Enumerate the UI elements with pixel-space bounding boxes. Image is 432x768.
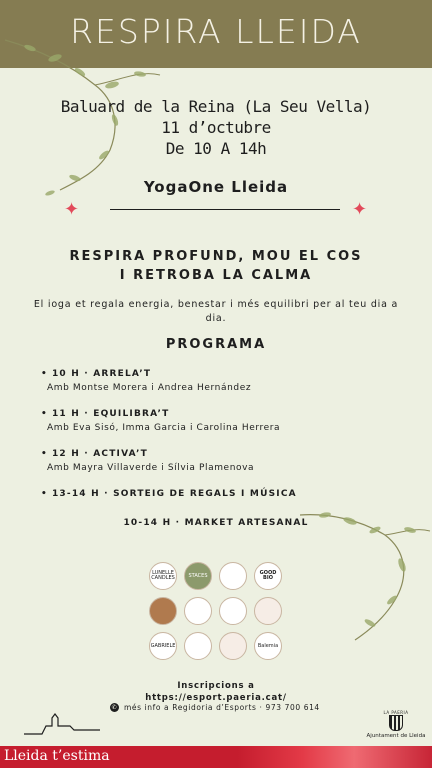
sponsor-logo xyxy=(254,597,282,625)
program-item-title: 10 H · ARRELA’T xyxy=(51,369,152,379)
sponsor-logo xyxy=(149,597,177,625)
ajuntament-logo xyxy=(365,710,427,739)
page-title: RESPIRA LLEIDA xyxy=(70,12,362,51)
brand-name: YogaOne Lleida xyxy=(143,178,289,196)
seu-vella-skyline-icon xyxy=(22,712,102,736)
program-item-people: Amb Mayra Villaverde i Sílvia Plamenova xyxy=(47,463,255,473)
sponsor-logo: GOOD BIO xyxy=(254,562,282,590)
program-item xyxy=(41,448,387,474)
sponsor-logo xyxy=(219,632,247,660)
footer-bar xyxy=(0,746,432,768)
bullet-icon: • xyxy=(41,489,48,499)
bullet-icon: • xyxy=(41,409,48,419)
program-list xyxy=(41,368,387,514)
divider xyxy=(110,209,340,210)
program-item-people: Amb Eva Sisó, Imma Garcia i Carolina Herrera xyxy=(47,423,281,433)
sparkle-icon: ✦ xyxy=(352,199,368,220)
paeria-label: LA PAERIA xyxy=(383,710,409,715)
crest-icon xyxy=(389,715,403,731)
bullet-icon: • xyxy=(41,449,48,459)
signup-label: Inscripcions a xyxy=(177,681,255,691)
sponsor-logo: STACES xyxy=(184,562,212,590)
sponsor-logo xyxy=(219,597,247,625)
program-item xyxy=(41,368,387,394)
tagline xyxy=(0,247,432,285)
event-venue: Baluard de la Reina (La Seu Vella) xyxy=(60,97,372,116)
sparkle-icon: ✦ xyxy=(64,199,80,220)
signup-info xyxy=(0,680,432,704)
phone-icon: ✆ xyxy=(111,704,118,711)
event-details xyxy=(0,96,432,159)
market-text: 10-14 H · MARKET ARTESANAL xyxy=(123,518,309,528)
program-item xyxy=(41,408,387,434)
program-item-people: Amb Montse Morera i Andrea Hernández xyxy=(47,383,252,393)
sponsor-logo: LUNELLE CANDLES xyxy=(149,562,177,590)
sponsor-logo xyxy=(184,632,212,660)
contact-info xyxy=(110,703,340,712)
ajuntament-name: Ajuntament de Lleida xyxy=(366,733,426,739)
bullet-icon: • xyxy=(41,369,48,379)
program-item-title: 11 H · EQUILIBRA’T xyxy=(51,409,170,419)
tagline-line-2: I RETROBA LA CALMA xyxy=(119,268,313,283)
program-item-title: 13-14 H · SORTEIG DE REGALS I MÚSICA xyxy=(51,489,297,499)
sponsor-logo: GABRIELE xyxy=(149,632,177,660)
event-date: 11 d’octubre xyxy=(161,118,271,137)
event-time: De 10 A 14h xyxy=(165,139,267,158)
program-item-title: 12 H · ACTIVA’T xyxy=(51,449,148,459)
signup-link[interactable]: https://esport.paeria.cat/ xyxy=(145,693,287,703)
intro-text: El ioga et regala energia, benestar i més equilibri per al teu dia a dia. xyxy=(33,299,399,324)
sponsor-logo xyxy=(184,597,212,625)
tagline-line-1: RESPIRA PROFUND, MOU EL COS xyxy=(69,249,363,264)
sponsor-logo: Balemia xyxy=(254,632,282,660)
sponsor-logo xyxy=(219,562,247,590)
contact-text: més info a Regidoria d’Esports · 973 700 614 xyxy=(124,703,320,712)
footer-slogan: Lleida t’estima xyxy=(4,748,110,764)
program-item xyxy=(41,488,387,500)
program-title: PROGRAMA xyxy=(165,337,267,352)
